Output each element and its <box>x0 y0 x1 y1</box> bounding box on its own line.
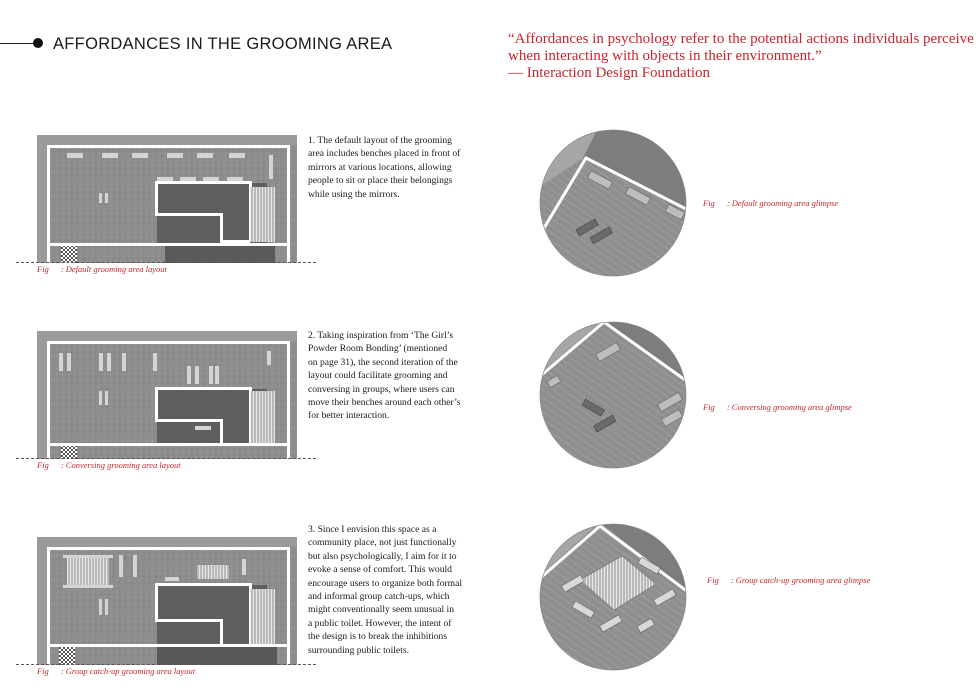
quote-line: “Affordances in psychology refer to the potential actions individuals perceive <box>508 31 974 47</box>
desc-line: mirrors at various locations, allowing <box>308 161 452 173</box>
desc-line: surrounding public toilets. <box>308 644 409 656</box>
glimpse-caption <box>707 575 870 585</box>
fig-label: Fig <box>707 575 719 585</box>
desc-line: encourage users to organize both formal <box>308 577 463 589</box>
page-title: AFFORDANCES IN THE GROOMING AREA <box>53 35 393 53</box>
fig-label: Fig <box>703 402 715 412</box>
desc-line: might conventionally seem unusual in <box>308 604 455 616</box>
caption-text: : Group catch-up grooming area glimpse <box>730 575 871 585</box>
fig-label: Fig <box>37 264 49 274</box>
desc-line: layout could facilitate grooming and <box>308 370 448 382</box>
desc-line: area includes benches placed in front of <box>308 148 461 160</box>
caption-text: : Default grooming area layout <box>60 264 167 274</box>
desc-line: 1. The default layout of the grooming <box>308 135 452 146</box>
desc-line: the design is to break the inhibitions <box>308 631 448 643</box>
desc-line: move their benches around each other’s <box>308 397 461 409</box>
desc-line: on page 31), the second iteration of the <box>308 356 458 368</box>
header-rule <box>0 43 34 44</box>
glimpse-circle-group <box>538 522 688 672</box>
quote-line: when interacting with objects in their environment.” <box>508 48 822 64</box>
glimpse-circle-conversing <box>538 320 688 470</box>
desc-line: community place, not just functionally <box>308 537 457 549</box>
floor-plan-group <box>37 537 297 665</box>
section-description <box>308 523 483 657</box>
desc-line: evoke a sense of comfort. This would <box>308 564 452 576</box>
glimpse-circle-default <box>538 128 688 278</box>
fig-label: Fig <box>703 198 715 208</box>
desc-line: but also psychologically, I aim for it to <box>308 550 457 562</box>
section-description <box>308 329 483 423</box>
desc-line: a public toilet. However, the intent of <box>308 617 452 629</box>
bullet-dot <box>33 38 43 48</box>
desc-line: conversing in groups, where users can <box>308 383 455 395</box>
quote <box>508 31 978 82</box>
fig-label: Fig <box>37 666 49 676</box>
plan-baseline <box>16 262 316 263</box>
plan-caption <box>37 264 167 274</box>
desc-line: people to sit or place their belongings <box>308 175 453 187</box>
caption-text: : Default grooming area glimpse <box>726 198 839 208</box>
desc-line: and informal group catch-ups, which <box>308 591 450 603</box>
plan-caption <box>37 460 181 470</box>
floor-plan-conversing <box>37 331 297 459</box>
quote-line: — Interaction Design Foundation <box>508 65 711 81</box>
desc-line: 3. Since I envision this space as a <box>308 524 437 535</box>
desc-line: for better interaction. <box>308 410 390 422</box>
caption-text: : Group catch-up grooming area layout <box>60 666 196 676</box>
plan-caption <box>37 666 195 676</box>
desc-line: 2. Taking inspiration from ‘The Girl’s <box>308 330 454 341</box>
caption-text: : Conversing grooming area glimpse <box>726 402 852 412</box>
desc-line: while using the mirrors. <box>308 188 400 200</box>
glimpse-caption <box>703 402 852 412</box>
plan-baseline <box>16 664 316 665</box>
floor-plan-default <box>37 135 297 263</box>
glimpse-caption <box>703 198 838 208</box>
section-description <box>308 134 483 201</box>
plan-baseline <box>16 458 316 459</box>
caption-text: : Conversing grooming area layout <box>60 460 181 470</box>
fig-label: Fig <box>37 460 49 470</box>
desc-line: Powder Room Bonding’ (mentioned <box>308 343 448 355</box>
